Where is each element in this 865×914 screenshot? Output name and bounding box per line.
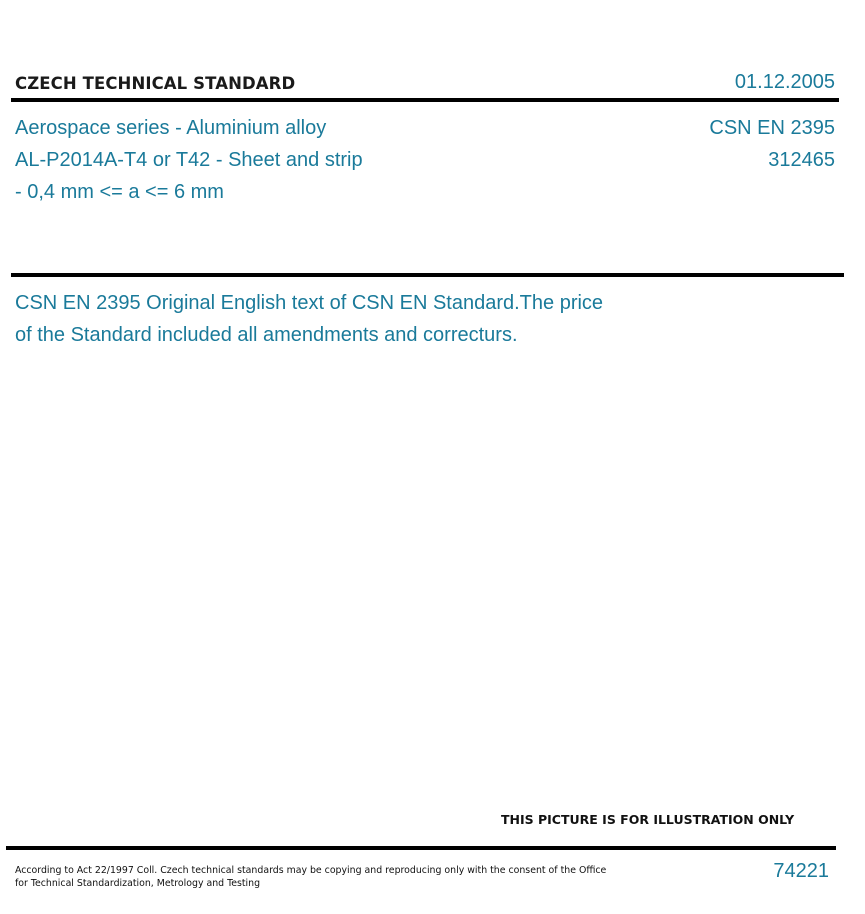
- legal-notice-line-1: According to Act 22/1997 Coll. Czech technical standards may be copying and reproducing only with the consent of the Office: [15, 865, 607, 876]
- title-line-3: - 0,4 mm <= a <= 6 mm: [15, 181, 224, 203]
- legal-notice: [15, 864, 615, 890]
- standard-code: CSN EN 2395: [709, 117, 835, 139]
- legal-notice-line-2: for Technical Standardization, Metrology and Testing: [15, 878, 261, 889]
- title-line-2: AL-P2014A-T4 or T42 - Sheet and strip: [15, 149, 363, 171]
- illustration-note: THIS PICTURE IS FOR ILLUSTRATION ONLY: [501, 812, 795, 827]
- description: [15, 287, 675, 351]
- bottom-divider: [6, 846, 836, 850]
- publication-date: 01.12.2005: [734, 71, 835, 93]
- middle-divider: [11, 273, 844, 277]
- description-line-2: of the Standard included all amendments and correcturs.: [15, 324, 518, 346]
- standard-type-label: CZECH TECHNICAL STANDARD: [15, 74, 296, 93]
- catalog-number: 312465: [768, 149, 835, 171]
- description-line-1: CSN EN 2395 Original English text of CSN EN Standard.The price: [15, 292, 604, 314]
- top-divider: [11, 98, 839, 102]
- title-line-1: Aerospace series - Aluminium alloy: [15, 117, 327, 139]
- footer-number: 74221: [773, 860, 829, 882]
